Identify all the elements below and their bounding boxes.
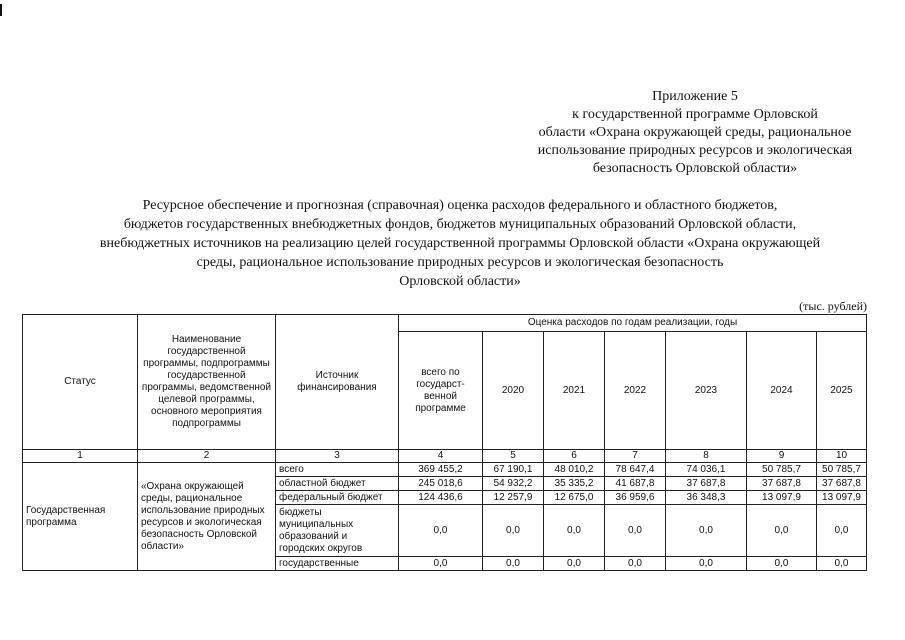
appendix-line: Приложение 5 bbox=[652, 89, 738, 104]
value-cell: 37 687,8 bbox=[817, 477, 867, 491]
value-total: 124 436,6 bbox=[399, 491, 483, 505]
value-cell: 0,0 bbox=[544, 505, 605, 557]
header-year: 2023 bbox=[666, 332, 747, 450]
value-total: 0,0 bbox=[399, 505, 483, 557]
value-cell: 0,0 bbox=[817, 557, 867, 571]
funding-source: государственные bbox=[276, 557, 399, 571]
column-number-row bbox=[23, 450, 867, 463]
appendix-line: к государственной программе Орловской bbox=[572, 107, 818, 122]
program-name: «Охрана окружающей среды, рациональное использование природных ресурсов и экологическая безопасность Орловской области» bbox=[138, 463, 276, 571]
value-cell: 78 647,4 bbox=[605, 463, 666, 477]
funding-source: всего bbox=[276, 463, 399, 477]
value-cell: 37 687,8 bbox=[666, 477, 747, 491]
column-number: 6 bbox=[544, 450, 605, 463]
value-cell: 48 010,2 bbox=[544, 463, 605, 477]
title-line: Ресурсное обеспечение и прогнозная (справочная) оценка расходов федерального и областного бюджетов, bbox=[142, 198, 778, 213]
value-total: 0,0 bbox=[399, 557, 483, 571]
value-cell: 36 348,3 bbox=[666, 491, 747, 505]
funding-source: областной бюджет bbox=[276, 477, 399, 491]
value-cell: 0,0 bbox=[666, 505, 747, 557]
value-cell: 0,0 bbox=[666, 557, 747, 571]
column-number: 7 bbox=[605, 450, 666, 463]
title-line: бюджетов государственных внебюджетных фондов, бюджетов муниципальных образований Орловской области, bbox=[123, 217, 797, 232]
value-cell: 12 675,0 bbox=[544, 491, 605, 505]
appendix-line: области «Охрана окружающей среды, рациональное bbox=[538, 125, 852, 140]
program-status: Государственная программа bbox=[23, 463, 138, 571]
table-row bbox=[23, 463, 867, 477]
value-total: 245 018,6 bbox=[399, 477, 483, 491]
column-number: 5 bbox=[483, 450, 544, 463]
header-source: Источник финансирования bbox=[276, 315, 399, 450]
funding-source: федеральный бюджет bbox=[276, 491, 399, 505]
value-cell: 41 687,8 bbox=[605, 477, 666, 491]
value-cell: 50 785,7 bbox=[817, 463, 867, 477]
header-year: 2021 bbox=[544, 332, 605, 450]
header-year: 2022 bbox=[605, 332, 666, 450]
column-number: 9 bbox=[747, 450, 817, 463]
value-cell: 0,0 bbox=[817, 505, 867, 557]
column-number: 2 bbox=[138, 450, 276, 463]
funding-source: бюджеты муниципальных образований и городских округов bbox=[276, 505, 399, 557]
resource-table bbox=[22, 314, 867, 571]
value-cell: 0,0 bbox=[747, 505, 817, 557]
value-cell: 50 785,7 bbox=[747, 463, 817, 477]
value-cell: 0,0 bbox=[544, 557, 605, 571]
title-line: Орловской области» bbox=[399, 274, 521, 289]
header-total: всего по государст-венной программе bbox=[399, 332, 483, 450]
document-title bbox=[40, 196, 880, 291]
value-cell: 36 959,6 bbox=[605, 491, 666, 505]
value-cell: 37 687,8 bbox=[747, 477, 817, 491]
unit-label: (тыс. рублей) bbox=[799, 299, 867, 313]
header-estimate: Оценка расходов по годам реализации, годы bbox=[399, 315, 867, 332]
title-line: среды, рациональное использование природных ресурсов и экологическая безопасность bbox=[196, 255, 724, 270]
value-cell: 74 036,1 bbox=[666, 463, 747, 477]
value-cell: 0,0 bbox=[483, 505, 544, 557]
appendix-caption bbox=[470, 88, 905, 178]
column-number: 3 bbox=[276, 450, 399, 463]
value-cell: 0,0 bbox=[605, 557, 666, 571]
value-cell: 35 335,2 bbox=[544, 477, 605, 491]
value-cell: 0,0 bbox=[605, 505, 666, 557]
header-year: 2025 bbox=[817, 332, 867, 450]
appendix-line: безопасность Орловской области» bbox=[592, 161, 798, 176]
header-year: 2024 bbox=[747, 332, 817, 450]
header-name: Наименование государственной программы, подпрограммы государственной программы, ведомственной целевой программы, основного мероприятия подпрограммы bbox=[138, 315, 276, 450]
header-status: Статус bbox=[23, 315, 138, 450]
header-year: 2020 bbox=[483, 332, 544, 450]
value-cell: 0,0 bbox=[483, 557, 544, 571]
column-number: 1 bbox=[23, 450, 138, 463]
value-cell: 13 097,9 bbox=[747, 491, 817, 505]
value-total: 369 455,2 bbox=[399, 463, 483, 477]
column-number: 8 bbox=[666, 450, 747, 463]
value-cell: 67 190,1 bbox=[483, 463, 544, 477]
value-cell: 13 097,9 bbox=[817, 491, 867, 505]
value-cell: 12 257,9 bbox=[483, 491, 544, 505]
value-cell: 54 932,2 bbox=[483, 477, 544, 491]
column-number: 10 bbox=[817, 450, 867, 463]
value-cell: 0,0 bbox=[747, 557, 817, 571]
column-number: 4 bbox=[399, 450, 483, 463]
appendix-line: использование природных ресурсов и экологическая bbox=[537, 143, 853, 158]
scan-edge-mark bbox=[0, 4, 2, 16]
title-line: внебюджетных источников на реализацию целей государственной программы Орловской области «Охрана окружающей bbox=[99, 236, 821, 251]
